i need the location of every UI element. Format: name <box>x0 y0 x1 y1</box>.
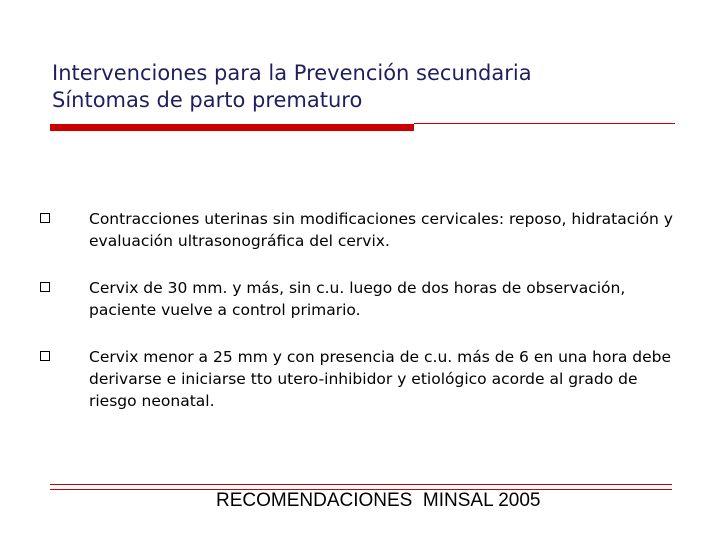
footer-text: RECOMENDACIONES MINSAL 2005 <box>216 490 541 511</box>
title-line-2: Síntomas de parto prematuro <box>52 88 363 112</box>
square-bullet-icon <box>40 351 50 361</box>
list-item <box>40 346 680 412</box>
bullet-text: Cervix menor a 25 mm y con presencia de c.u. más de 6 en una hora debe derivarse e iniciarse tto utero-inhibidor y etiológico acorde al grado de riesgo neonatal. <box>89 348 672 410</box>
list-item <box>40 277 680 321</box>
bullet-text: Contracciones uterinas sin modificaciones cervicales: reposo, hidratación y evaluación ultrasonográfica del cervix. <box>89 210 673 250</box>
title-line-1: Intervenciones para la Prevención secundaria <box>52 61 532 85</box>
square-bullet-icon <box>40 282 50 292</box>
title-underline-thin <box>414 123 675 124</box>
footer-rule-top <box>50 484 672 485</box>
title-underline-thick <box>50 124 414 131</box>
slide-title <box>52 60 692 114</box>
list-item <box>40 208 680 252</box>
bullet-text: Cervix de 30 mm. y más, sin c.u. luego de dos horas de observación, paciente vuelve a control primario. <box>89 279 626 319</box>
bullet-list <box>40 208 680 437</box>
square-bullet-icon <box>40 213 50 223</box>
